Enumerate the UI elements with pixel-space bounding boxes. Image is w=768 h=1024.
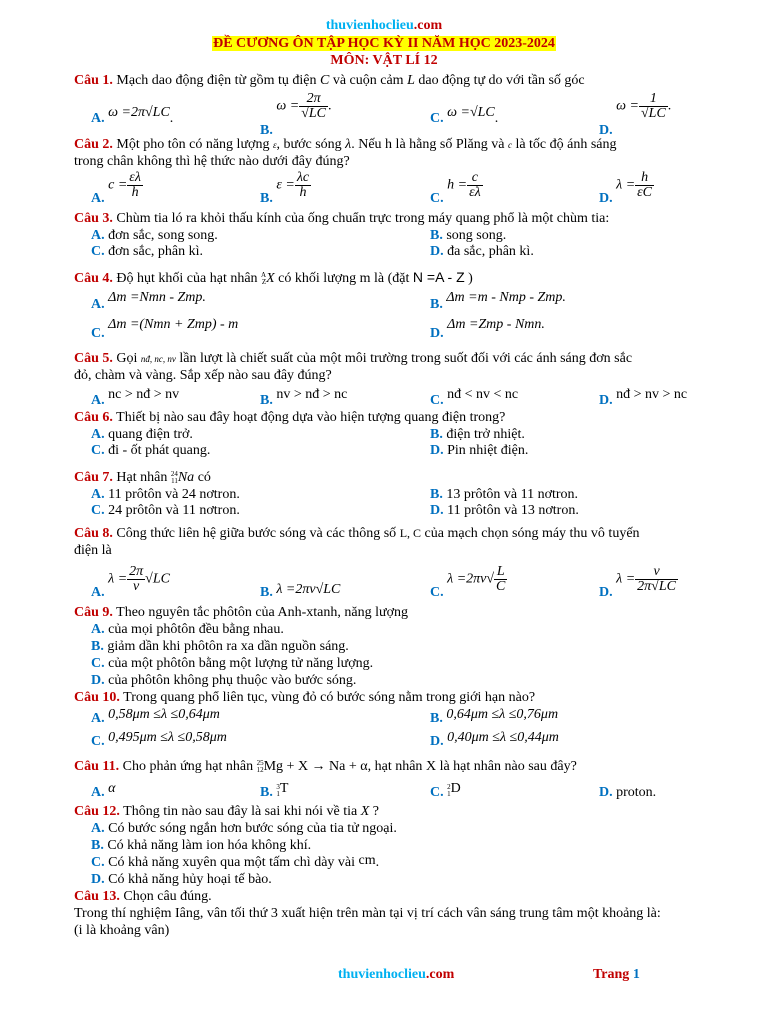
formula: 0,40μm ≤λ ≤0,44μm [447,730,559,745]
option-text: đơn sắc, phân kì. [108,244,204,259]
question-text: ? [369,804,379,819]
option-7c[interactable] [91,502,240,519]
option-label: A. [91,393,105,408]
option-label: D. [599,393,613,408]
option-1b[interactable]: B. ω = $\frac{2\pi}{√LC}$ . [260,91,332,138]
option-1d[interactable]: D. ω = $\frac{1}{√LC}$ . [599,91,672,138]
option-6c[interactable] [91,442,210,459]
atomic-number: Z [261,277,267,286]
option-label: C. [91,734,105,749]
option-label: C. [91,443,105,458]
question-13-line3: (i là khoảng vân) [74,923,170,938]
site-name: thuvienhoclieu [338,967,426,982]
numerator: c [467,171,483,186]
question-text: . Nếu h là hằng số Plăng và [351,137,508,152]
question-7 [74,469,211,486]
question-text: Theo nguyên tắc phôtôn của Anh-xtanh, năng lượng [112,605,408,620]
option-label: A. [91,427,105,442]
question-text: Hạt nhân [112,470,171,485]
option-text: đa sắc, phân kì. [447,244,534,259]
math-symbol: ε [272,140,277,150]
question-1 [74,72,585,89]
formula: √LC [145,571,170,587]
option-7a[interactable] [91,486,240,503]
option-label: B. [260,785,273,800]
option-4b[interactable] [430,289,566,312]
header-site-link[interactable] [0,17,768,34]
question-9 [74,604,408,621]
option-label: C. [91,326,105,341]
option-text: đơn sắc, song song. [108,228,218,243]
option-label: A. [91,190,105,206]
formula: λ =2πv√ [447,571,495,587]
formula: ω =√LC [447,105,495,120]
option-label: D. [430,503,444,518]
formula: nđ > nv > nc [616,387,688,402]
option-label: A. [91,228,105,243]
nucleus-symbol: T [279,781,289,796]
math-symbol: λ [345,137,352,152]
option-label: B. [260,190,273,206]
question-text: Mạch dao động điện từ gồm tụ điện [112,73,320,88]
option-label: B. [260,393,273,408]
question-text: là hạt nhân nào sau đây? [436,759,577,774]
nucleus-symbol: Na [177,470,195,485]
option-text: giảm dần khi phôtôn ra xa dần nguồn sáng. [107,639,349,654]
option-text: của một phôtôn bằng một lượng tử năng lượng. [108,656,374,671]
option-5d[interactable] [599,386,688,408]
option-3c[interactable] [91,243,203,260]
option-label: D. [599,584,613,600]
site-name: thuvienhoclieu [325,18,414,33]
option-text: . [375,855,380,870]
isotope-indices [171,471,178,485]
formula: 0,58μm ≤λ ≤0,64μm [108,707,220,722]
page-label: Trang [593,967,633,982]
question-5-line2: đỏ, chàm và vàng. Sắp xếp nào sau đây đúng? [74,368,332,383]
fraction [295,171,311,200]
option-label: D. [599,190,613,206]
question-text: Trong quang phổ liên tục, vùng đỏ có bước sóng nằm trong giới hạn nào? [119,690,536,705]
option-label: B. [430,487,443,502]
question-label: Câu 13. [74,889,120,904]
option-8b[interactable] [260,584,340,601]
question-10 [74,689,535,706]
option-11d[interactable] [599,784,656,801]
formula: Δm =Zmp - Nmn. [447,317,545,332]
option-11c[interactable] [430,781,461,801]
option-12d[interactable] [91,871,272,888]
question-text: là tốc độ ánh sáng [511,137,617,152]
option-label: C. [91,855,105,870]
option-label: D. [430,326,444,341]
formula: c = [108,177,128,193]
option-label: D. [91,872,105,887]
math-symbol: C [319,73,330,88]
nucleus-symbol: D [450,781,461,796]
option-12a[interactable] [91,820,397,837]
option-label: D. [430,244,444,259]
math-symbol: X [360,804,370,819]
option-2c[interactable] [430,170,483,206]
isotope-indices [257,760,264,774]
question-text: lần lượt là chiết suất của một môi trường trong suốt đối với các ánh sáng đơn sắc [175,351,633,366]
option-1a[interactable]: A. ω =2π√LC. [91,105,174,126]
question-text: Cho phản ứng hạt nhân [119,759,257,774]
fraction [127,171,143,200]
question-text: ) [464,271,473,286]
option-label: D. [430,734,444,749]
option-2a[interactable] [91,170,143,206]
option-label: C. [430,393,444,408]
option-text: Pin nhiệt điện. [447,443,529,458]
option-text: 24 prôtôn và 11 nơtron. [108,503,240,518]
option-5a[interactable] [91,386,180,408]
option-label: D. [91,673,105,688]
option-3b[interactable] [430,227,506,244]
option-text: của mọi phôtôn đều bằng nhau. [108,622,284,637]
question-8-line2: điện là [74,543,112,558]
formula: nv > nđ > nc [276,387,348,402]
mass-number: 24 [170,469,178,478]
option-10d[interactable] [430,729,559,749]
option-4d[interactable] [430,316,545,341]
denominator: v [133,579,140,594]
option-9b[interactable] [91,638,349,655]
math-symbols: L, C [399,526,422,540]
option-8a[interactable] [91,564,170,600]
option-9d[interactable] [91,672,356,689]
option-2b[interactable] [260,170,311,206]
question-4 [74,269,473,287]
denominator: h [131,185,139,200]
document-title [0,35,768,52]
option-text: của phôtôn không phụ thuộc vào bước sóng. [108,673,357,688]
question-label: Câu 5. [74,351,113,366]
site-tld: .com [413,18,443,33]
option-text: proton. [616,785,657,800]
denominator: h [299,185,307,200]
formula: Δm =m - Nmp - Zmp. [446,290,566,305]
option-3a[interactable] [91,227,218,244]
option-text: Có khả năng làm ion hóa không khí. [107,838,312,853]
option-7d[interactable] [430,502,579,519]
option-text: điện trở nhiệt. [446,427,525,442]
option-6a[interactable] [91,426,193,443]
option-label: D. [430,443,444,458]
question-text: dao động tự do với tần số góc [414,73,585,88]
subject-title: MÔN: VẬT LÍ 12 [330,53,438,68]
option-9c[interactable] [91,655,373,672]
option-12b[interactable] [91,837,311,854]
option-label: D. [599,122,613,138]
option-11a[interactable] [91,781,116,801]
question-text: , hạt nhân [367,759,426,774]
numerator: v [635,565,678,580]
option-label: B. [91,639,104,654]
formula: 0,64μm ≤λ ≤0,76μm [446,707,559,722]
formula: ω =2π√LC [108,105,170,120]
option-5b[interactable] [260,386,348,408]
option-label: B. [260,585,273,600]
option-label: C. [430,584,444,600]
option-7b[interactable] [430,486,578,503]
formula: α [108,781,116,796]
option-text: song song. [446,228,507,243]
question-label: Câu 2. [74,137,113,152]
option-label: A. [91,821,105,836]
option-text: Có bước sóng ngắn hơn bước sóng của tia tử ngoại. [108,821,397,836]
option-5c[interactable] [430,386,519,408]
mass-number: A [261,270,267,279]
formula: λ = [108,571,128,587]
option-text: Có khả năng hủy hoại tế bào. [108,872,272,887]
question-5 [74,350,632,368]
option-text: 13 prôtôn và 11 nơtron. [446,487,579,502]
math-symbol: c [507,140,512,150]
option-label: A. [91,297,105,312]
site-tld: .com [425,967,455,982]
option-label: C. [91,244,105,259]
question-text: Thông tin nào sau đây là sai khi nói về tia [119,804,361,819]
question-13-line2: Trong thí nghiệm Iâng, vân tối thứ 3 xuất hiện trên màn tại vị trí cách vân sáng trung tâm một khoảng là: [74,906,661,921]
option-1c[interactable]: C. ω =√LC. [430,105,499,126]
option-label: A. [91,785,105,800]
denominator: ελ [469,185,481,200]
numerator: h [635,171,654,186]
unit: cm [358,853,376,868]
question-8 [74,525,640,542]
option-text: Có khả năng xuyên qua một tấm chì dày vài [108,855,359,870]
fraction [635,565,678,594]
option-6d[interactable] [430,442,528,459]
option-10b[interactable] [430,706,559,726]
formula: h = [447,177,468,193]
option-label: B. [430,228,443,243]
atomic-number: 11 [171,476,178,485]
question-text: có [194,470,211,485]
question-11 [74,758,577,775]
option-text: quang điện trở. [108,427,193,442]
mass-number: 25 [256,758,264,767]
math-symbol: X [425,759,437,774]
fraction [639,92,668,121]
atomic-number: 12 [256,765,264,774]
option-8d[interactable] [599,564,678,600]
footer-site-link[interactable] [338,966,454,983]
option-label: A. [91,622,105,637]
denominator: εC [637,185,652,200]
option-2d[interactable] [599,170,654,206]
formula: nđ < nv < nc [447,387,519,402]
option-4c[interactable] [91,316,239,341]
nucleus-symbol: X [266,271,275,286]
atomic-number: 1 [276,790,280,798]
title-text: ĐỀ CƯƠNG ÔN TẬP HỌC KỲ II NĂM HỌC 2023-2024 [213,36,555,51]
option-label: B. [260,122,273,138]
question-text: Độ hụt khối của hạt nhân [112,271,262,286]
fraction [299,92,328,121]
numerator: λc [296,170,310,185]
question-6 [74,409,505,426]
question-text: , bước sóng [276,137,346,152]
option-label: B. [430,297,443,312]
page-number-value: 1 [632,967,640,982]
option-label: C. [430,111,444,126]
formula: ω = [616,98,639,114]
formula: λ =2πv√LC [276,582,341,597]
question-label: Câu 6. [74,410,113,425]
question-label: Câu 10. [74,690,120,705]
option-12c[interactable] [91,854,379,871]
option-label: C. [430,785,444,800]
question-text: của mạch chọn sóng máy thu vô tuyến [421,526,640,541]
question-label: Câu 3. [74,211,113,226]
option-label: A. [91,111,105,126]
question-label: Câu 1. [74,73,113,88]
option-6b[interactable] [430,426,525,443]
option-text: 11 prôtôn và 13 nơtron. [447,503,579,518]
question-3 [74,210,609,227]
math-symbols: nđ, nc, nv [140,354,176,364]
question-2 [74,136,617,154]
formula: ε = [276,177,295,193]
question-12 [74,803,379,820]
denominator: √LC [640,106,666,121]
numerator: 2π [299,92,328,107]
formula: λ = [616,571,636,587]
option-label: D. [599,785,613,800]
option-label: C. [430,190,444,206]
fraction [494,565,507,594]
formula: nc > nđ > nv [108,387,180,402]
mass-number: 3 [276,783,280,791]
question-13 [74,888,212,905]
option-9a[interactable] [91,621,284,638]
denominator: 2π√LC [637,579,676,594]
question-2-line2: trong chân không thì hệ thức nào dưới đây đúng? [74,154,350,169]
question-label: Câu 11. [74,759,120,774]
question-text: Gọi [112,351,141,366]
option-label: B. [430,711,443,726]
denominator: √LC [301,106,326,121]
option-11b[interactable] [260,781,289,801]
question-text: Chùm tia ló ra khỏi thấu kính của ống chuẩn trực trong máy quang phổ là một chùm tia: [112,211,610,226]
numerator: 1 [639,92,668,107]
fraction [635,171,654,200]
formula: Δm =(Nmn + Zmp) - m [108,317,239,332]
option-label: B. [91,838,104,853]
page-number [593,966,640,983]
formula: N =A - Z [412,269,465,285]
formula: 0,495μm ≤λ ≤0,58μm [108,730,227,745]
numerator: ελ [129,170,141,185]
question-text: Một pho tôn có năng lượng [112,137,273,152]
question-label: Câu 8. [74,526,113,541]
option-3d[interactable] [430,243,534,260]
question-text: Thiết bị nào sau đây hoạt động dựa vào hiện tượng quang điện trong? [112,410,506,425]
option-10c[interactable] [91,729,227,749]
fraction [467,171,483,200]
question-text: và cuộn cảm [329,73,408,88]
question-text: có khối lượng m là (đặt [274,271,413,286]
math-symbol: L [407,73,415,88]
question-label: Câu 9. [74,605,113,620]
question-text: Công thức liên hệ giữa bước sóng và các thông số [112,526,400,541]
option-4a[interactable] [91,289,206,312]
formula: λ = [616,177,636,193]
fraction [127,565,145,594]
formula: ω = [276,98,300,114]
option-label: B. [430,427,443,442]
question-label: Câu 12. [74,804,120,819]
option-label: A. [91,711,105,726]
question-text: Chọn câu đúng. [119,889,212,904]
option-label: C. [91,503,105,518]
option-label: A. [91,487,105,502]
question-label: Câu 4. [74,271,113,286]
option-10a[interactable] [91,706,220,726]
denominator: C [496,579,506,594]
option-text: 11 prôtôn và 24 nơtron. [108,487,240,502]
numerator: L [494,565,507,580]
option-label: A. [91,584,105,600]
atomic-number: 1 [447,790,451,798]
option-8c[interactable] [430,564,507,600]
numerator: 2π [129,564,144,579]
formula: Δm =Nmn - Zmp. [108,290,206,305]
mass-number: 2 [447,783,451,791]
question-label: Câu 7. [74,470,113,485]
option-label: C. [91,656,105,671]
option-text: đi - ốt phát quang. [108,443,211,458]
reaction-formula: Mg + X → Na + α [263,759,368,774]
